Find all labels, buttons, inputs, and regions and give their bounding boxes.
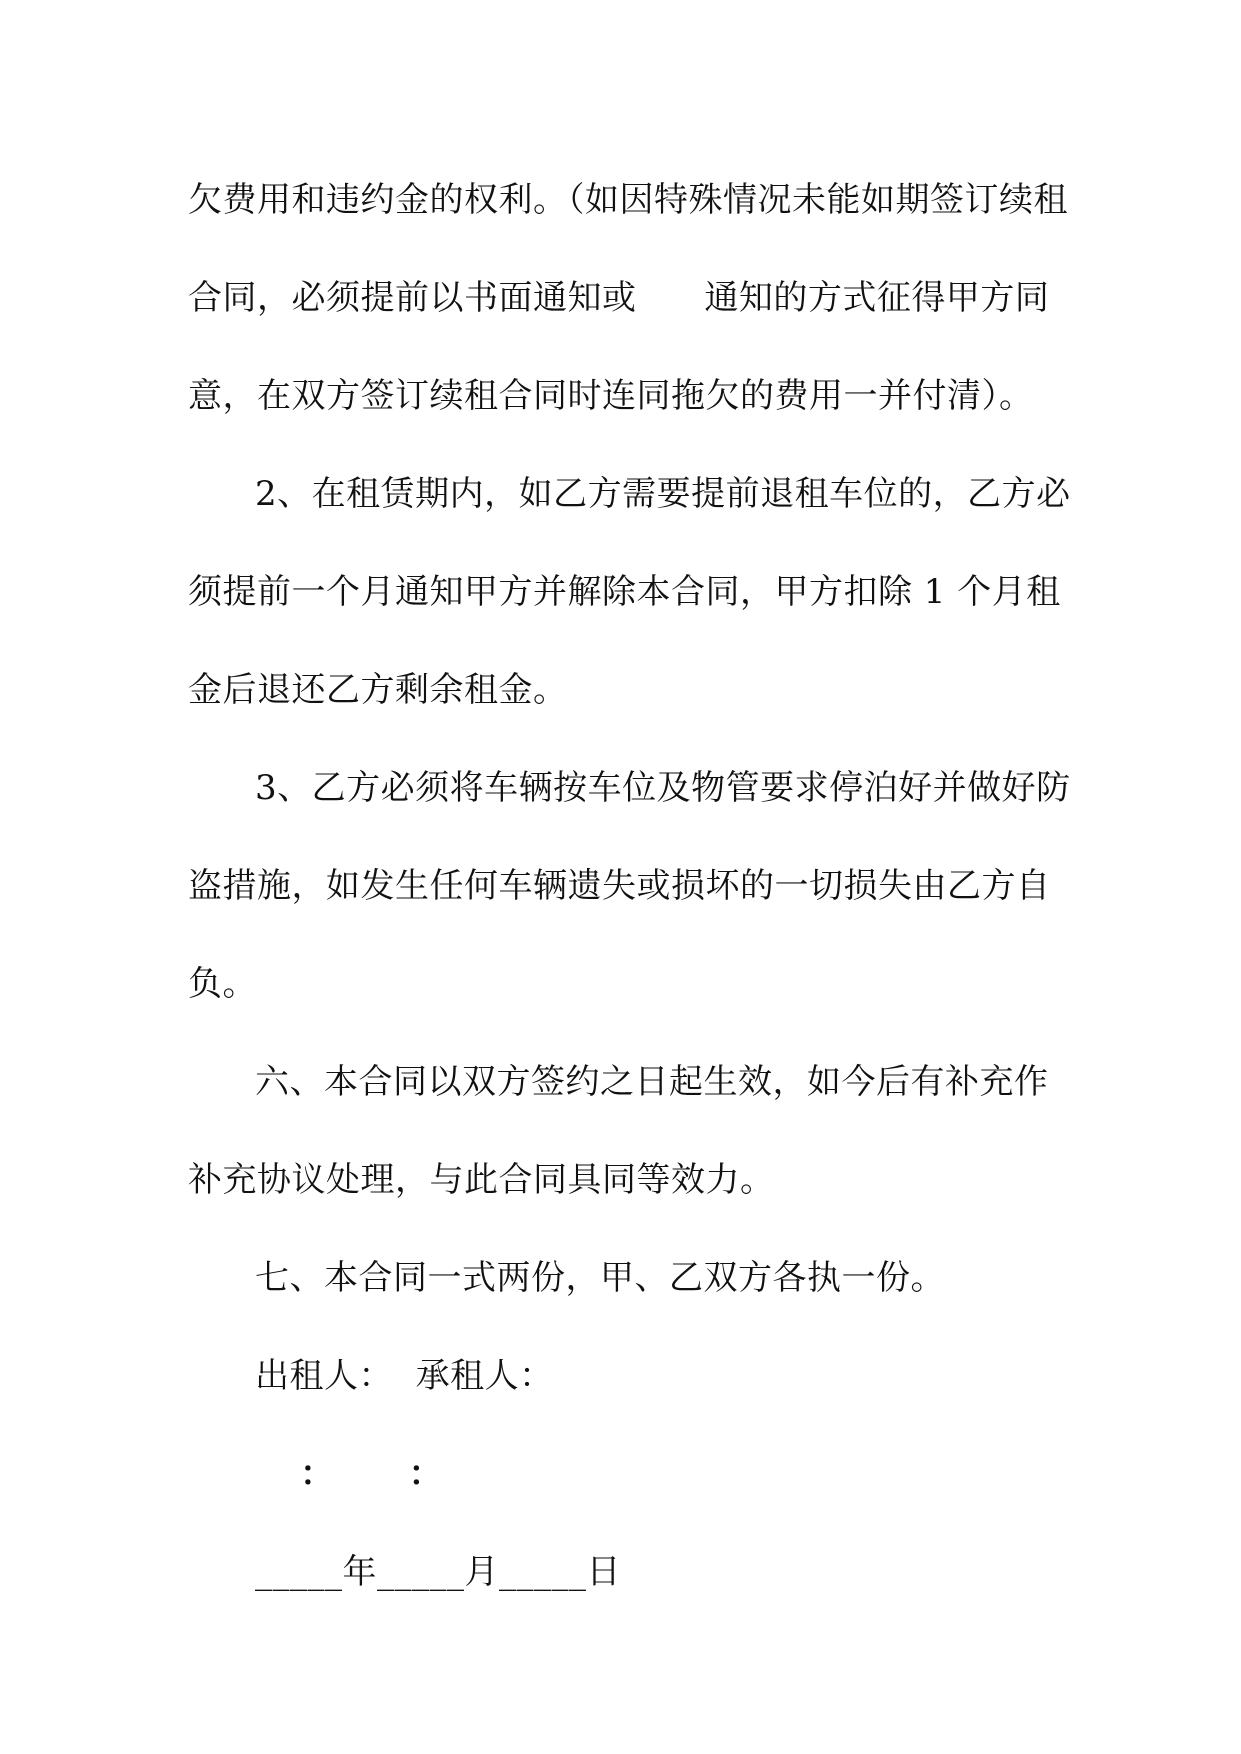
paragraph-line-1: 欠费用和违约金的权利。（如因特殊情况未能如期签订续租: [188, 180, 1068, 220]
article-6-line-2: 补充协议处理，与此合同具同等效力。: [188, 1160, 775, 1200]
clause-3-line-2: 盗措施，如发生任何车辆遗失或损坏的一切损失由乙方自: [188, 866, 1051, 906]
paragraph-line-2: 合同，必须提前以书面通知或 通知的方式征得甲方同: [188, 278, 1050, 318]
clause-2-line-1: 2、在租赁期内，如乙方需要提前退租车位的，乙方必: [255, 474, 1071, 514]
clause-3-line-3: 负。: [188, 964, 257, 1004]
clause-2-line-2: 须提前一个月通知甲方并解除本合同，甲方扣除 1 个月租: [188, 572, 1061, 612]
clause-2-line-3: 金后退还乙方剩余租金。: [188, 670, 568, 710]
article-6-line-1: 六、本合同以双方签约之日起生效，如今后有补充作: [255, 1062, 1049, 1102]
clause-3-line-1: 3、乙方必须将车辆按车位及物管要求停泊好并做好防: [255, 768, 1071, 808]
article-7-line: 七、本合同一式两份，甲、乙双方各执一份。: [255, 1258, 945, 1298]
date-line: _____年_____月_____日: [255, 1552, 621, 1592]
signature-colons: ： ：: [300, 1454, 444, 1494]
paragraph-line-3: 意，在双方签订续租合同时连同拖欠的费用一并付清）。: [188, 376, 1034, 416]
signature-labels: 出租人： 承租人：: [255, 1356, 554, 1396]
